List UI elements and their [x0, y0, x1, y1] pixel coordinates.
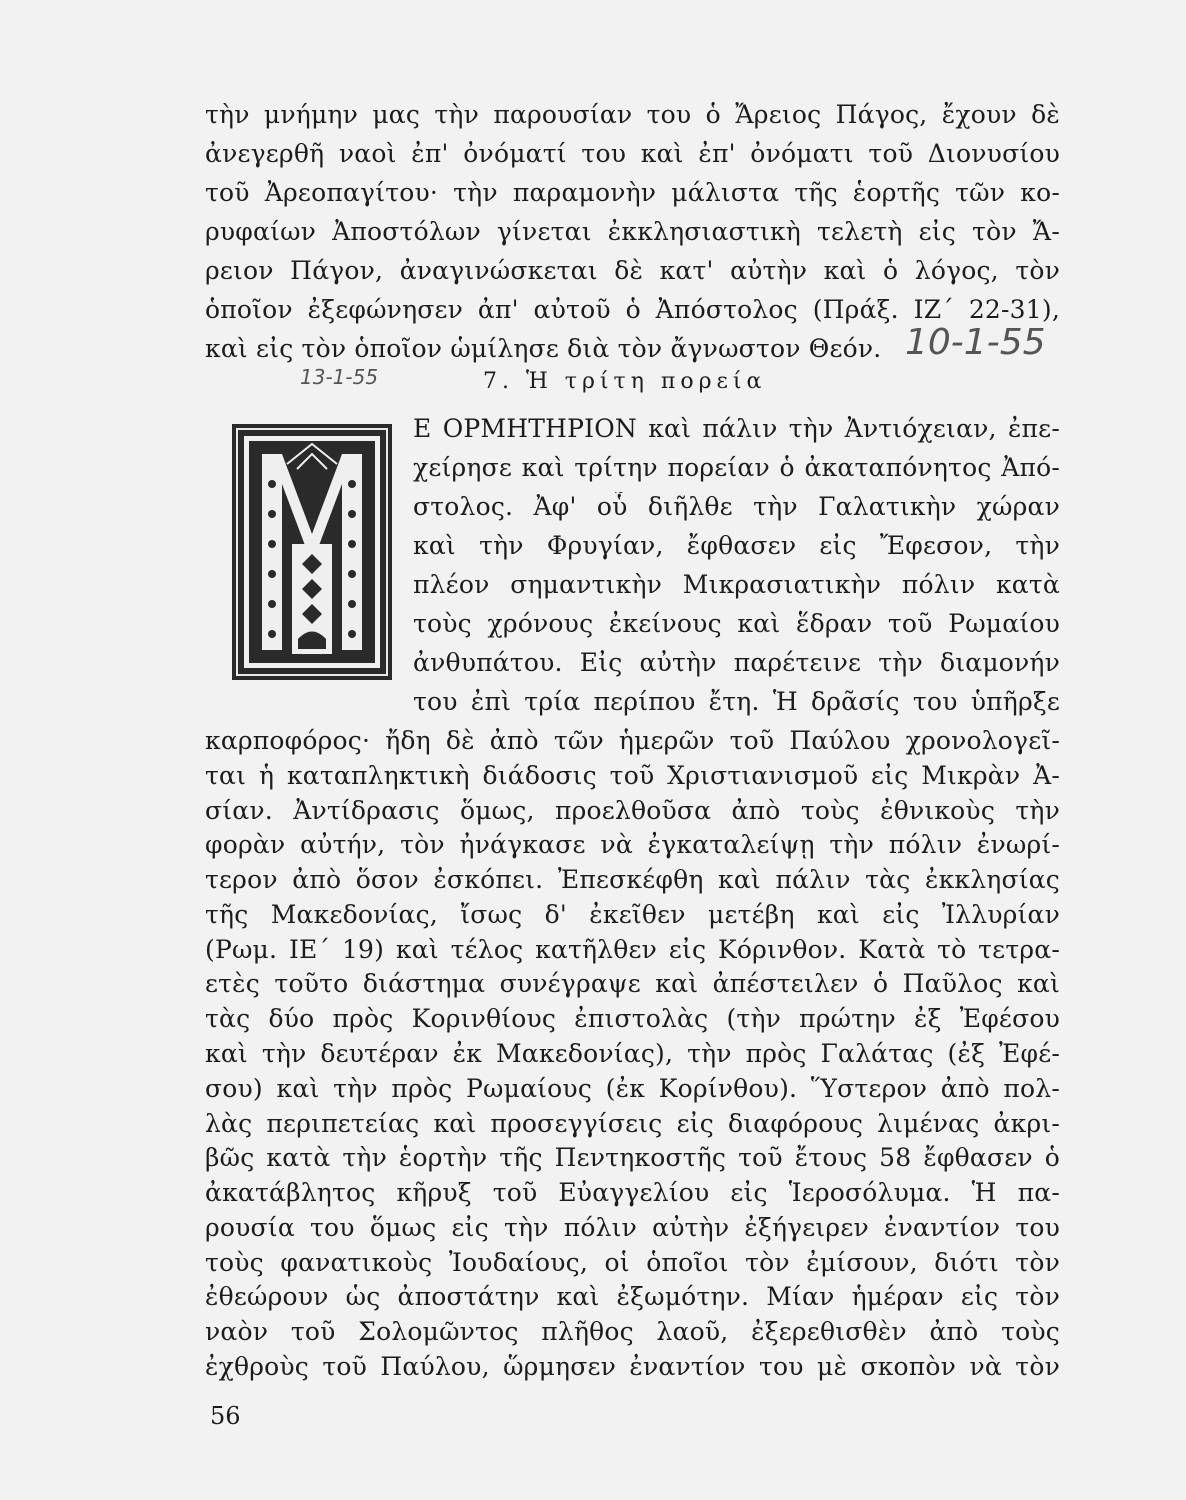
text-line: τὴν μνήμην μας τὴν παρουσίαν του ὁ Ἄρειος Πάγος, ἔχουν δὲ — [205, 100, 1060, 129]
handwritten-note: 13-1-55 — [300, 365, 379, 389]
text-line: τερον ἀπὸ ὅσον ἐσκόπει. Ἐπεσκέφθη καὶ πάλιν τὰς ἐκκλησίας — [205, 865, 1060, 894]
text-line: βῶς κατὰ τὴν ἑορτὴν τῆς Πεντηκοστῆς τοῦ ἔτους 58 ἔφθασεν ὁ — [205, 1143, 1060, 1172]
text-line: λὰς περιπετείας καὶ προσεγγίσεις εἰς διαφόρους λιμένας ἀκρι- — [205, 1109, 1060, 1138]
text-line: καὶ εἰς τὸν ὁποῖον ὡμίλησε διὰ τὸν ἄγνωστον Θεόν. — [205, 334, 882, 363]
text-line: ται ἡ καταπληκτικὴ διάδοσις τοῦ Χριστιανισμοῦ εἰς Μικρὰν Ἀ- — [205, 761, 1060, 790]
text-line: τοὺς φανατικοὺς Ἰουδαίους, οἱ ὁποῖοι τὸν ἐμίσουν, διότι τὸν — [205, 1248, 1060, 1277]
text-line: (Ρωμ. ΙΕ΄ 19) καὶ τέλος κατῆλθεν εἰς Κόρινθον. Κατὰ τὸ τετρα- — [205, 935, 1060, 964]
text-line: ἀνεγερθῆ ναοὶ ἐπ' ὀνόματί του καὶ ἐπ' ὀνόματι τοῦ Διονυσίου — [205, 139, 1060, 168]
handwritten-note: 10-1-55 — [905, 322, 1046, 363]
text-line: πλέον σημαντικὴν Μικρασιατικὴν πόλιν κατὰ — [413, 570, 1060, 599]
ornamental-initial-icon — [232, 424, 392, 680]
text-line: ρουσία του ὅμως εἰς τὴν πόλιν αὐτὴν ἐξήγειρεν ἐναντίον του — [205, 1213, 1060, 1242]
text-line: ἐθεώρουν ὡς ἀποστάτην καὶ ἐξωμότην. Μίαν ἡμέραν εἰς τὸν — [205, 1282, 1060, 1311]
text-line: σου) καὶ τὴν πρὸς Ρωμαίους (ἐκ Κορίνθου). Ὕστερον ἀπὸ πολ- — [205, 1074, 1060, 1103]
text-line: καρποφόρος· ἤδη δὲ ἀπὸ τῶν ἡμερῶν τοῦ Παύλου χρονολογεῖ- — [205, 726, 1060, 755]
text-line: ετὲς τοῦτο διάστημα συνέγραψε καὶ ἀπέστειλεν ὁ Παῦλος καὶ — [205, 969, 1060, 998]
text-line: ὁποῖον ἐξεφώνησεν ἀπ' αὐτοῦ ὁ Ἀπόστολος (Πράξ. ΙΖ΄ 22-31), — [205, 295, 1060, 324]
text-line: ἐχθροὺς τοῦ Παύλου, ὥρμησεν ἐναντίον του μὲ σκοπὸν νὰ τὸν — [205, 1352, 1060, 1381]
text-line: σίαν. Ἀντίδρασις ὅμως, προελθοῦσα ἀπὸ τοὺς ἐθνικοὺς τὴν — [205, 796, 1060, 825]
text-line: τοὺς χρόνους ἐκείνους καὶ ἕδραν τοῦ Ρωμαίου — [413, 609, 1060, 638]
text-line: καὶ τὴν δευτέραν ἐκ Μακεδονίας), τὴν πρὸς Γαλάτας (ἐξ Ἐφέ- — [205, 1039, 1060, 1068]
text-line: ρειον Πάγον, ἀναγινώσκεται δὲ κατ' αὐτὴν καὶ ὁ λόγος, τὸν — [205, 256, 1060, 285]
section-heading: 7. Ἡ τρίτη πορεία — [483, 369, 767, 394]
text-line: ἀκατάβλητος κῆρυξ τοῦ Εὐαγγελίου εἰς Ἱεροσόλυμα. Ἡ πα- — [205, 1178, 1060, 1207]
text-line: του ἐπὶ τρία περίπου ἔτη. Ἡ δρᾶσίς του ὑπῆρξε — [413, 687, 1060, 716]
text-line: ναὸν τοῦ Σολομῶντος πλῆθος λαοῦ, ἐξερεθισθὲν ἀπὸ τοὺς — [205, 1317, 1060, 1346]
text-line: χείρησε καὶ τρίτην πορείαν ὁ ἀκαταπόνητος Ἀπό- — [413, 453, 1060, 482]
text-line: στολος. Ἀφ' οὗ διῆλθε τὴν Γαλατικὴν χώραν — [413, 492, 1060, 521]
page-number: 56 — [210, 1402, 241, 1430]
text-line: καὶ τὴν Φρυγίαν, ἔφθασεν εἰς Ἔφεσον, τὴν — [413, 531, 1060, 560]
text-line: τῆς Μακεδονίας, ἴσως δ' ἐκεῖθεν μετέβη καὶ εἰς Ἰλλυρίαν — [205, 900, 1060, 929]
text-line: τοῦ Ἀρεοπαγίτου· τὴν παραμονὴν μάλιστα τῆς ἑορτῆς τῶν κο- — [205, 178, 1060, 207]
text-line: φορὰν αὐτήν, τὸν ἠνάγκασε νὰ ἐγκαταλείψῃ τὴν πόλιν ἐνωρί- — [205, 830, 1060, 859]
text-line: ρυφαίων Ἀποστόλων γίνεται ἐκκλησιαστικὴ τελετὴ εἰς τὸν Ἄ- — [205, 217, 1060, 246]
text-line: Ε ΟΡΜΗΤΗΡΙΟΝ καὶ πάλιν τὴν Ἀντιόχειαν, ἐπε- — [413, 414, 1060, 443]
text-line: τὰς δύο πρὸς Κορινθίους ἐπιστολὰς (τὴν πρώτην ἐξ Ἐφέσου — [205, 1004, 1060, 1033]
text-line: ἀνθυπάτου. Εἰς αὐτὴν παρέτεινε τὴν διαμονήν — [413, 648, 1060, 677]
